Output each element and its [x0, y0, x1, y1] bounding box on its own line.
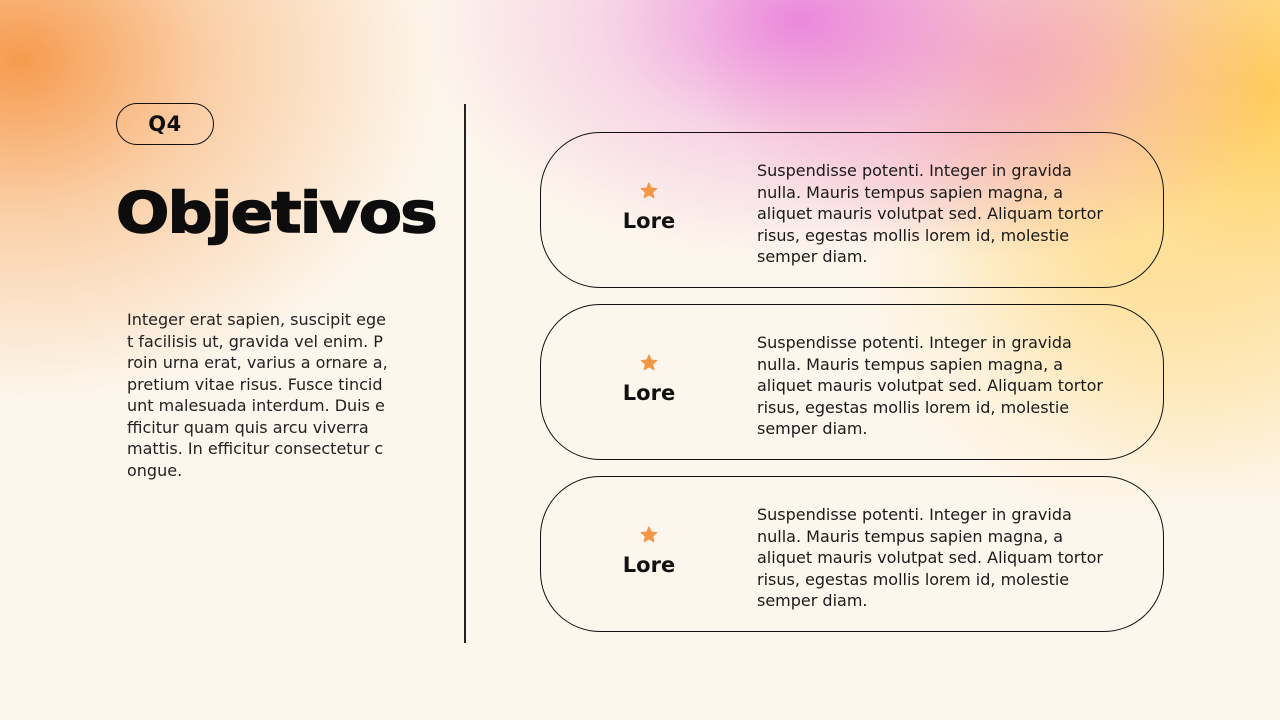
objective-description: Suspendisse potenti. Integer in gravida nulla. Mauris tempus sapien magna, a aliquet mauris volutpat sed. Aliquam tortor risus, egestas mollis lorem id, molestie semper diam. [757, 505, 1104, 610]
objective-label: Lore [622, 209, 676, 233]
objective-card [540, 476, 1164, 632]
objective-card-header [589, 305, 709, 459]
objective-card-header [589, 133, 709, 287]
objective-card [540, 132, 1164, 288]
objective-card-header [589, 477, 709, 631]
vertical-divider [464, 104, 466, 643]
quarter-badge: Q4 [116, 103, 214, 145]
star-icon [639, 353, 659, 373]
intro-paragraph: Integer erat sapien, suscipit eget facilisis ut, gravida vel enim. Proin urna erat, varius a ornare a, pretium vitae risus. Fusce tincidunt malesuada interdum. Duis efficitur quam quis arcu viverra mattis. In efficitur consectetur congue. [127, 310, 388, 480]
objective-label: Lore [622, 553, 676, 577]
star-icon [639, 181, 659, 201]
objective-description: Suspendisse potenti. Integer in gravida nulla. Mauris tempus sapien magna, a aliquet mauris volutpat sed. Aliquam tortor risus, egestas mollis lorem id, molestie semper diam. [757, 333, 1104, 438]
objective-description: Suspendisse potenti. Integer in gravida nulla. Mauris tempus sapien magna, a aliquet mauris volutpat sed. Aliquam tortor risus, egestas mollis lorem id, molestie semper diam. [757, 161, 1104, 266]
slide-title: Objetivos [116, 181, 436, 246]
objectives-list [540, 132, 1164, 648]
star-icon [639, 525, 659, 545]
objective-card [540, 304, 1164, 460]
objective-label: Lore [622, 381, 676, 405]
